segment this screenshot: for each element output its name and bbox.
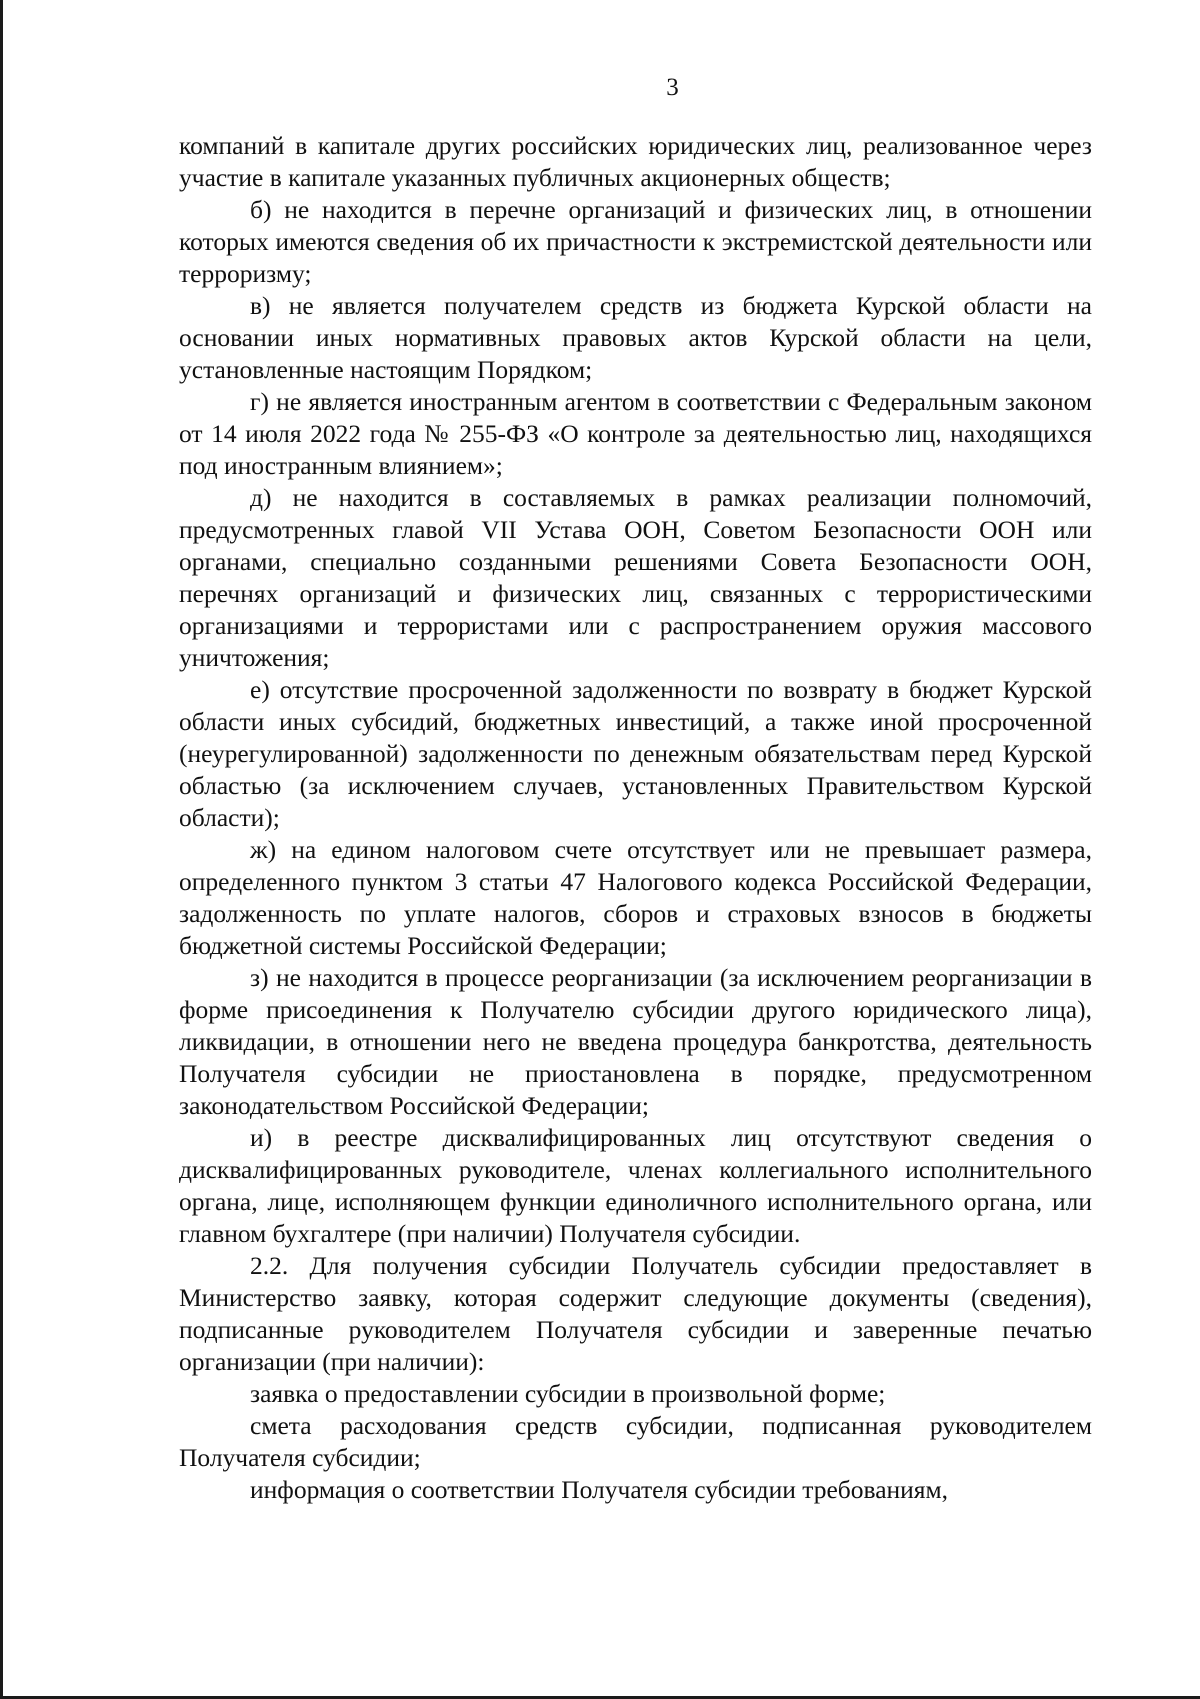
paragraph-item-i: и) в реестре дисквалифицированных лиц отсутствуют сведения о дисквалифицированных руководителе, членах коллегиального исполнительного органа, лице, исполняющем функции единоличного исполнительного органа, или главном бухгалтере (при наличии) Получателя субсидии. — [179, 1123, 1092, 1248]
paragraph-item-v: в) не является получателем средств из бюджета Курской области на основании иных нормативных правовых актов Курской области на цели, установленные настоящим Порядком; — [179, 291, 1092, 384]
paragraph-list-application: заявка о предоставлении субсидии в произвольной форме; — [250, 1379, 886, 1408]
page-number: 3 — [666, 74, 679, 101]
scan-edge-left — [0, 0, 3, 1699]
paragraph-continuation: компаний в капитале других российских юридических лиц, реализованное через участие в капитале указанных публичных акционерных обществ; — [179, 131, 1092, 192]
paragraph-list-information: информация о соответствии Получателя субсидии требованиям, — [250, 1475, 949, 1504]
document-body — [179, 130, 1092, 1506]
paragraph-list-estimate: смета расходования средств субсидии, подписанная руководителем Получателя субсидии; — [179, 1411, 1092, 1472]
paragraph-item-e: е) отсутствие просроченной задолженности по возврату в бюджет Курской области иных субсидий, бюджетных инвестиций, а также иной просроченной (неурегулированной) задолженности по денежным обязательствам перед Курской областью (за исключением случаев, установленных Правительством Курской области); — [179, 675, 1092, 832]
paragraph-item-b: б) не находится в перечне организаций и физических лиц, в отношении которых имеются сведения об их причастности к экстремистской деятельности или терроризму; — [179, 195, 1092, 288]
paragraph-item-g: г) не является иностранным агентом в соответствии с Федеральным законом от 14 июля 2022 года № 255-ФЗ «О контроле за деятельностью лиц, находящихся под иностранным влиянием»; — [179, 387, 1092, 480]
paragraph-item-z: з) не находится в процессе реорганизации (за исключением реорганизации в форме присоединения к Получателю субсидии другого юридического лица), ликвидации, в отношении него не введена процедура банкротства, деятельность Получателя субсидии не приостановлена в порядке, предусмотренном законодательством Российской Федерации; — [179, 963, 1092, 1120]
paragraph-item-d: д) не находится в составляемых в рамках реализации полномочий, предусмотренных главой VII Устава ООН, Советом Безопасности ООН или органами, специально созданными решениями Совета Безопасности ООН, перечнях организаций и физических лиц, связанных с террористическими организациями и террористами или с распространением оружия массового уничтожения; — [179, 483, 1092, 672]
paragraph-section-2-2: 2.2. Для получения субсидии Получатель субсидии предоставляет в Министерство заявку, которая содержит следующие документы (сведения), подписанные руководителем Получателя субсидии и заверенные печатью организации (при наличии): — [179, 1251, 1092, 1376]
paragraph-item-zh: ж) на едином налоговом счете отсутствует или не превышает размера, определенного пунктом 3 статьи 47 Налогового кодекса Российской Федерации, задолженность по уплате налогов, сборов и страховых взносов в бюджеты бюджетной системы Российской Федерации; — [179, 835, 1092, 960]
